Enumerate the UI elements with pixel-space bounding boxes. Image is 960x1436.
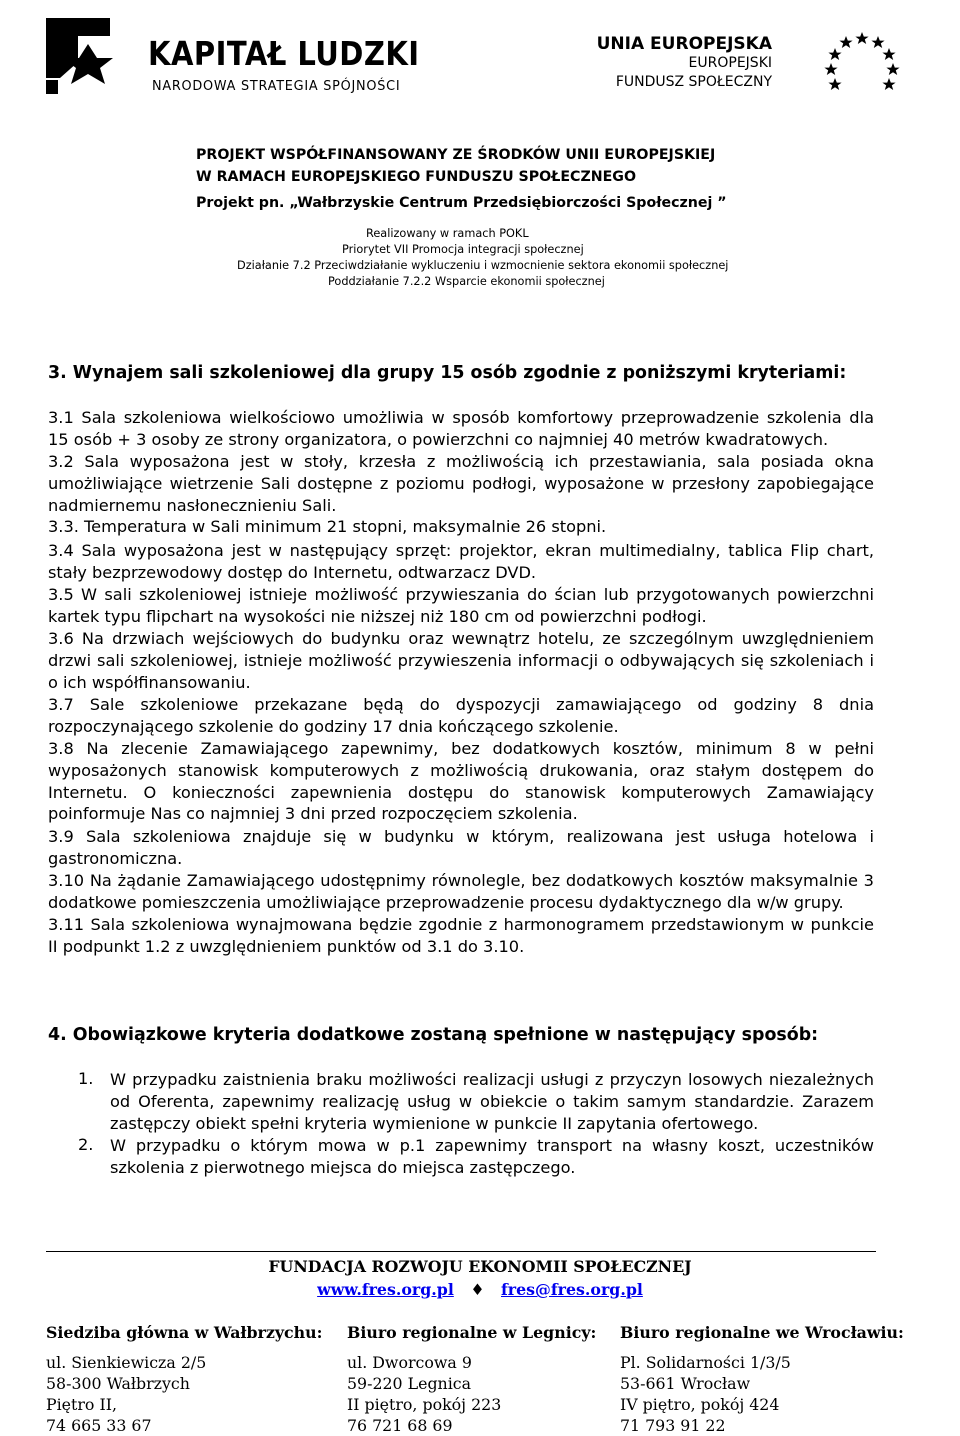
office-floor: IV piętro, pokój 424 — [620, 1395, 780, 1415]
footer-website-link[interactable]: www.fres.org.pl — [317, 1280, 454, 1299]
paragraph-3-8: 3.8 Na zlecenie Zamawiającego zapewnimy, bez dodatkowych kosztów, minimum 8 w pełni wyposażonych stanowisk komputerowych z możliwością drukowania, oraz stałym dostępem do Internetu. O konieczności zapewnienia dostępu do stanowisk komputerowych Zamawiający poinformuje Nas co najmniej 3 dni przed rozpoczęciem szkolenia. — [48, 739, 874, 824]
footer-email-link[interactable]: fres@fres.org.pl — [501, 1280, 643, 1299]
eu-logo-line3: FUNDUSZ SPOŁECZNY — [615, 74, 772, 90]
diamond-icon: ♦ — [470, 1280, 485, 1299]
office-city: 58-300 Wałbrzych — [46, 1374, 190, 1394]
footer-office-walbrzych — [46, 1322, 322, 1436]
list-item-text: W przypadku o którym mowa w p.1 zapewnimy transport na własny koszt, uczestników szkolenia z pierwotnego miejsca do miejsca zastępczego. — [110, 1136, 874, 1177]
office-city: 59-220 Legnica — [347, 1374, 472, 1394]
paragraph-3-5: 3.5 W sali szkoleniowej istnieje możliwość przywieszania do ścian lub przygotowanych powierzchni kartek typu flipchart na wysokości nie niższej niż 180 cm od powierzchni podłogi. — [48, 585, 874, 626]
paragraph-3-1: 3.1 Sala szkoleniowa wielkościowo umożliwia w sposób komfortowy przeprowadzenie szkolenia dla 15 osób + 3 osoby ze strony organizatora, o powierzchni co najmniej 40 metrów kwadratowych. — [48, 408, 874, 449]
kapital-ludzki-subtitle: NARODOWA STRATEGIA SPÓJNOŚCI — [152, 78, 401, 94]
kapital-ludzki-title: KAPITAŁ LUDZKI — [148, 34, 420, 73]
paragraph-3-6: 3.6 Na drzwiach wejściowych do budynku oraz wewnątrz hotelu, ze szczególnym uwzględnieniem drzwi sali szkoleniowej, istnieje możliwość przywieszenia informacji o odbywających się szkoleniach i o ich współfinansowaniu. — [48, 629, 874, 692]
footer-office-legnica — [347, 1322, 596, 1436]
paragraph-3-4: 3.4 Sala wyposażona jest w następujący sprzęt: projektor, ekran multimedialny, tablica Flip chart, stały bezprzewodowy dostęp do Internetu, odtwarzacz DVD. — [48, 541, 874, 582]
office-floor: II piętro, pokój 223 — [347, 1395, 502, 1415]
list-item-text: W przypadku zaistnienia braku możliwości realizacji usługi z przyczyn losowych niezależnych od Oferenta, zapewnimy realizację usług w obiekcie o takim samym standardzie. Zarazem zastępczy obiekt spełni kryteria wymienione w punkcie II zapytania ofertowego. — [110, 1070, 874, 1133]
header-small1: Realizowany w ramach POKL — [366, 227, 529, 240]
office-heading: Biuro regionalne we Wrocławiu: — [620, 1323, 904, 1342]
office-street: ul. Dworcowa 9 — [347, 1353, 472, 1373]
office-street: ul. Sienkiewicza 2/5 — [46, 1353, 207, 1373]
paragraph-3-2: 3.2 Sala wyposażona jest w stoły, krzesła z możliwością ich przestawiania, sala posiada okna umożliwiające wietrzenie Sali dostępne z poziomu podłogi, wyposażone w przesłony zapobiegające nadmiernemu nasłonecznieniu Sali. — [48, 452, 874, 515]
office-street: Pl. Solidarności 1/3/5 — [620, 1353, 791, 1373]
section4-title: 4. Obowiązkowe kryteria dodatkowe zostaną spełnione w następujący sposób: — [48, 1025, 819, 1045]
eu-logo-line1: UNIA EUROPEJSKA — [596, 34, 772, 54]
eu-flag-icon — [807, 28, 917, 98]
office-phone: 74 665 33 67 — [46, 1416, 152, 1436]
header-small3: Działanie 7.2 Przeciwdziałanie wykluczeniu i wzmocnienie sektora ekonomii społecznej — [237, 259, 729, 272]
paragraph-3-7: 3.7 Sale szkoleniowe przekazane będą do dyspozycji zamawiającego od godziny 8 dnia rozpoczynającego szkolenie do godziny 17 dnia kończącego szkolenie. — [48, 695, 874, 736]
paragraph-3-9: 3.9 Sala szkoleniowa znajduje się w budynku w którym, realizowana jest usługa hotelowa i gastronomiczna. — [48, 827, 874, 868]
paragraph-3-11: 3.11 Sala szkoleniowa wynajmowana będzie zgodnie z harmonogramem przedstawionym w punkcie II podpunkt 1.2 z uwzględnieniem punktów od 3.1 do 3.10. — [48, 915, 874, 956]
footer-divider — [46, 1251, 876, 1252]
eu-logo — [596, 28, 922, 98]
office-heading: Siedziba główna w Wałbrzychu: — [46, 1323, 323, 1342]
list-item-number: 1. — [78, 1069, 94, 1088]
eu-logo-line2: EUROPEJSKI — [688, 55, 772, 71]
office-floor: Piętro II, — [46, 1395, 117, 1415]
kapital-ludzki-logo — [40, 18, 420, 96]
footer-org-name: FUNDACJA ROZWOJU EKONOMII SPOŁECZNEJ — [268, 1257, 692, 1276]
header-project: Projekt pn. „Wałbrzyskie Centrum Przedsiębiorczości Społecznej ” — [196, 195, 727, 211]
list-item-number: 2. — [78, 1135, 94, 1154]
kapital-ludzki-star-icon — [40, 18, 136, 96]
footer-office-wroclaw — [620, 1322, 904, 1436]
office-city: 53-661 Wrocław — [620, 1374, 751, 1394]
paragraph-3-10: 3.10 Na żądanie Zamawiającego udostępnimy równolegle, bez dodatkowych kosztów maksymalnie 3 dodatkowe pomieszczenia umożliwiające przeprowadzenie procesu dydaktycznego dla w/w grupy. — [48, 871, 874, 912]
office-heading: Biuro regionalne w Legnicy: — [347, 1323, 597, 1342]
header-line2: W RAMACH EUROPEJSKIEGO FUNDUSZU SPOŁECZNEGO — [196, 169, 637, 185]
office-phone: 76 721 68 69 — [347, 1416, 453, 1436]
section3-title: 3. Wynajem sali szkoleniowej dla grupy 15 osób zgodnie z poniższymi kryteriami: — [48, 363, 847, 383]
office-phone: 71 793 91 22 — [620, 1416, 726, 1436]
paragraph-3-3: 3.3. Temperatura w Sali minimum 21 stopni, maksymalnie 26 stopni. — [48, 517, 607, 536]
header-small2: Priorytet VII Promocja integracji społecznej — [342, 243, 584, 256]
header-small4: Poddziałanie 7.2.2 Wsparcie ekonomii społecznej — [328, 275, 605, 288]
footer-links — [0, 1280, 960, 1299]
header-line1: PROJEKT WSPÓŁFINANSOWANY ZE ŚRODKÓW UNII EUROPEJSKIEJ — [196, 147, 716, 163]
